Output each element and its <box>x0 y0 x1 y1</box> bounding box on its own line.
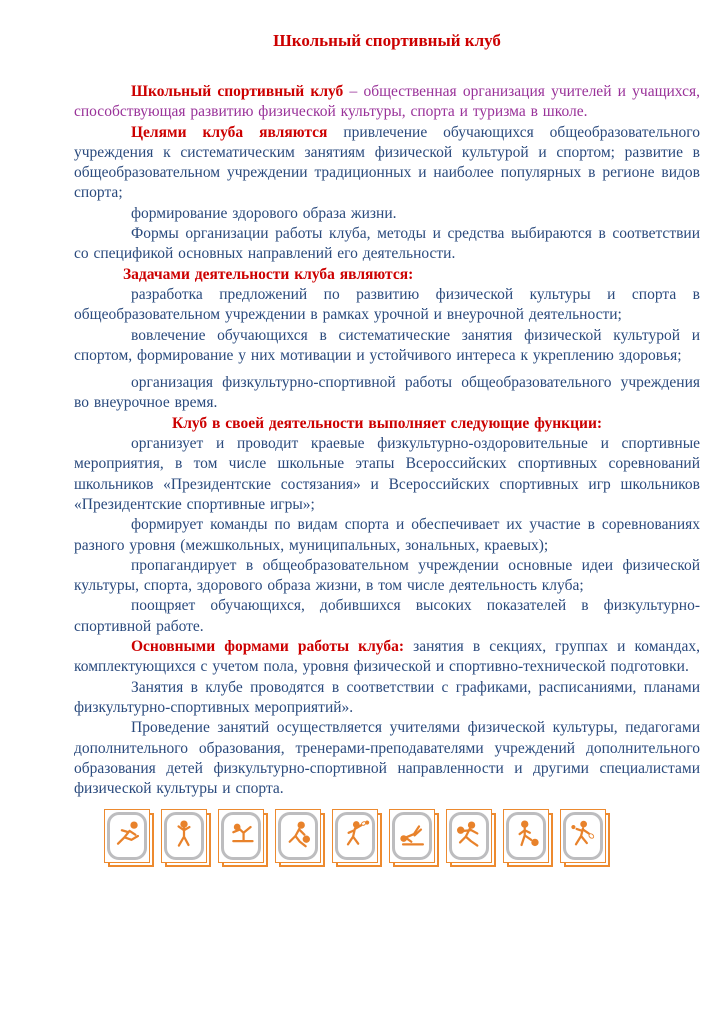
badminton-tile <box>332 809 378 863</box>
sport-icons-row <box>104 809 700 863</box>
paragraph-forms-of-work: Формы организации работы клуба, методы и средства выбираются в соответствии со спецификой основных направлений его деятельности. <box>74 225 700 263</box>
paragraph-task-organization: организация физкультурно-спортивной работы общеобразовательного учреждения во внеурочное время. <box>74 374 700 412</box>
gymnastics-beam-tile <box>218 809 264 863</box>
icon-tile-frame <box>560 809 606 863</box>
paragraph-instructors: Проведение занятий осуществляется учителями физической культуры, педагогами дополнительного образования, тренерами-преподавателями учреждений дополнительного образования детей физкультурно-спортивной направленности и другими специалистами физической культуры и спорта. <box>74 719 700 798</box>
paragraph-task-proposals: разработка предложений по развитию физической культуры и спорта в общеобразовательном учреждении в рамках урочной и внеурочной деятельности; <box>74 285 700 324</box>
gymnastics-beam-icon <box>221 812 261 860</box>
soccer-icon <box>506 812 546 860</box>
running-tile <box>104 809 150 863</box>
paragraph-main-forms <box>74 637 700 678</box>
icon-tile-frame <box>332 809 378 863</box>
document-title: Школьный спортивный клуб <box>273 31 501 50</box>
paragraph-function-promotion: пропагандирует в общеобразовательном учреждении основные идеи физической культуры, спорта, здорового образа жизни, в том числе деятельность клуба; <box>74 556 700 595</box>
volleyball-tile <box>446 809 492 863</box>
running-icon <box>107 812 147 860</box>
icon-tile-frame <box>161 809 207 863</box>
icon-tile-frame <box>218 809 264 863</box>
paragraph-function-teams: формирует команды по видам спорта и обеспечивает их участие в соревнованиях разного уровня (межшкольных, муниципальных, зональных, краевых); <box>74 516 700 554</box>
intro-lead: Школьный спортивный клуб <box>131 83 344 100</box>
tennis-tile <box>560 809 606 863</box>
icon-tile-frame <box>503 809 549 863</box>
main-forms-text: занятия в секциях, группах и командах, комплектующихся с учетом пола, уровня физической и спортивно-технической подготовки. <box>74 638 701 676</box>
boxing-tile <box>161 809 207 863</box>
tennis-icon <box>563 812 603 860</box>
boxing-icon <box>164 812 204 860</box>
section-heading-tasks: Задачами деятельности клуба являются: <box>123 265 414 283</box>
icon-tile-frame <box>275 809 321 863</box>
basketball-icon <box>278 812 318 860</box>
basketball-tile <box>275 809 321 863</box>
paragraph-function-events: организует и проводит краевые физкультурно-оздоровительные и спортивные мероприятия, в том числе школьные этапы Всероссийских спортивных соревнований школьников «Президентские состязания» и Всероссийских спортивных игр школьников «Президентские спортивные игры»; <box>74 435 700 513</box>
soccer-tile <box>503 809 549 863</box>
paragraph-healthy-lifestyle: формирование здорового образа жизни. <box>131 204 397 222</box>
paragraph-task-involvement: вовлечение обучающихся в систематические занятия физической культурой и спортом, формирование у них мотивации и устойчивого интереса к укреплению здоровья; <box>74 326 700 364</box>
paragraph-goals <box>74 123 700 204</box>
paragraph-intro <box>74 82 700 123</box>
high-jump-tile <box>389 809 435 863</box>
icon-tile-frame <box>389 809 435 863</box>
paragraph-schedules: Занятия в клубе проводятся в соответствии с графиками, расписаниями, планами физкультурно-спортивных мероприятий». <box>74 678 700 716</box>
icon-tile-frame <box>104 809 150 863</box>
section-heading-functions: Клуб в своей деятельности выполняет следующие функции: <box>171 414 603 432</box>
goals-text: привлечение обучающихся общеобразовательного учреждения к систематическим занятиям физической культурой и спортом; развитие в общеобразовательном учреждении традиционных и наиболее популярных в регионе видов спорта; <box>74 123 700 202</box>
intro-text: – общественная организация учителей и учащихся, способствующая развитию физической культуры, спорта и туризма в школе. <box>74 83 700 121</box>
main-forms-lead: Основными формами работы клуба: <box>131 638 404 656</box>
paragraph-function-encouragement: поощряет обучающихся, добившихся высоких показателей в физкультурно-спортивной работе. <box>74 597 700 635</box>
goals-lead: Целями клуба являются <box>131 123 328 141</box>
volleyball-icon <box>449 812 489 860</box>
icon-tile-frame <box>446 809 492 863</box>
badminton-icon <box>335 812 375 860</box>
high-jump-icon <box>392 812 432 860</box>
